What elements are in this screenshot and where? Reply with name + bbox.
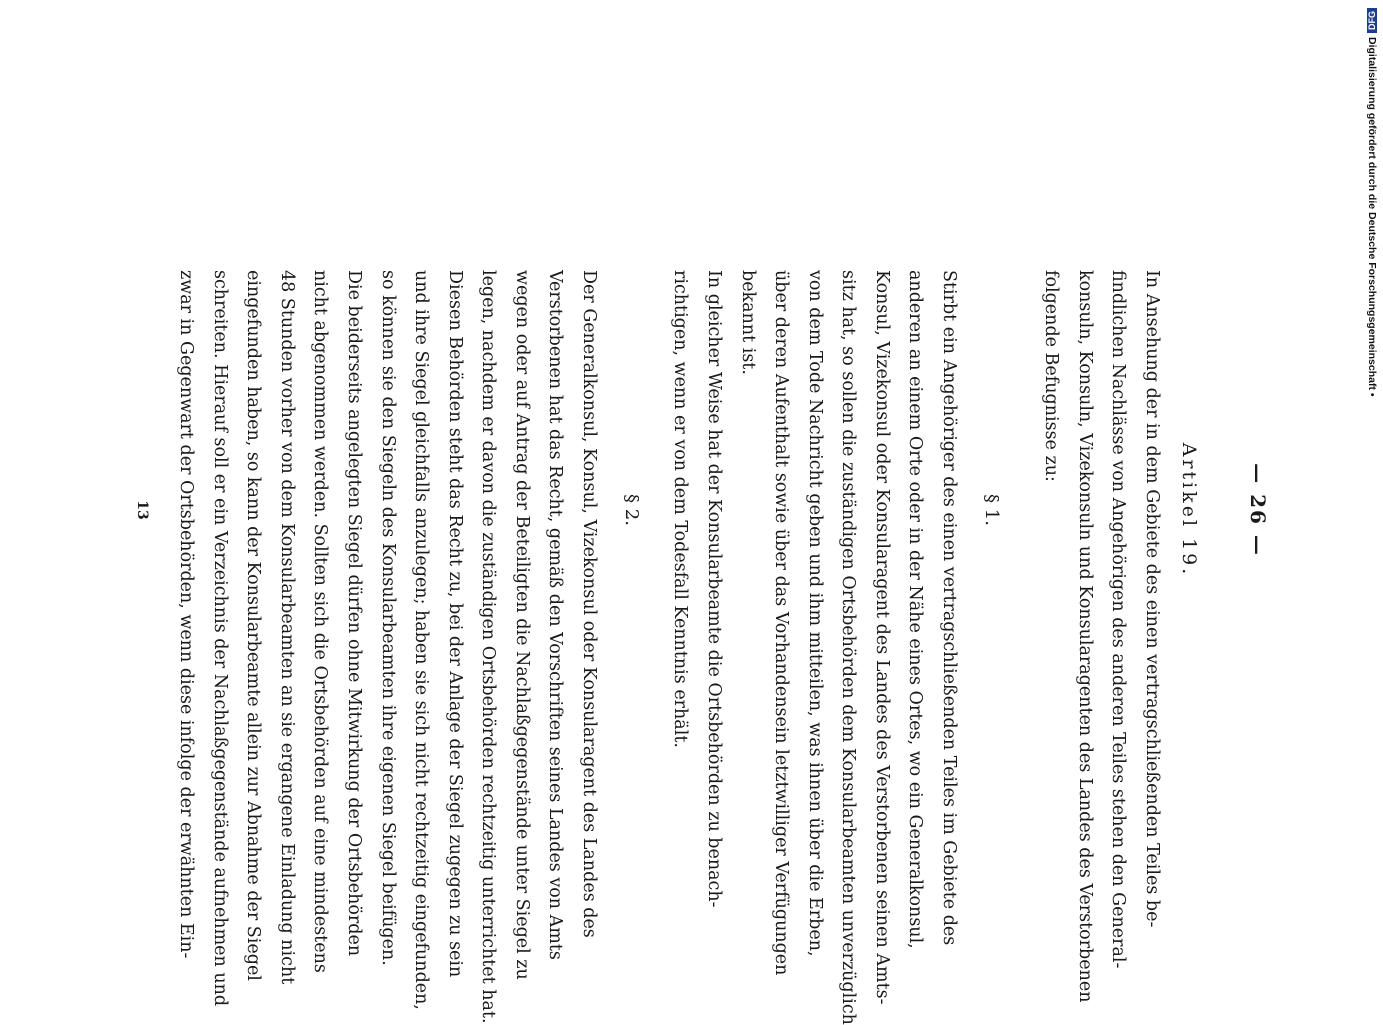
- text-line: zwar in Gegenwart der Ortsbehörden, wenn diese infolge der erwähnten Ein-: [176, 270, 197, 959]
- text-line: In gleicher Weise hat der Konsularbeamte die Ortsbehörden zu benach-: [704, 270, 724, 908]
- section-2-paragraph-2: [169, 270, 370, 1007]
- article-paragraph: [1034, 270, 1168, 1003]
- article-title: Artikel 19.: [1178, 442, 1200, 578]
- rotated-document-page: [110, 130, 1270, 1025]
- text-line: In Ansehung der in dem Gebiete des einen vertragschließenden Teiles be-: [1142, 270, 1162, 928]
- page-number: — 26 —: [1246, 463, 1270, 557]
- section-2-title: § 2.: [621, 494, 642, 526]
- section-1-paragraph-2: [663, 270, 730, 908]
- section-2-paragraph-1: [371, 270, 606, 1024]
- text-line: über deren Aufenthalt sowie über das Vorhandensein letztwilliger Verfügungen: [771, 270, 792, 976]
- text-line: nicht abgenommen werden. Sollten sich die Ortsbehörden auf eine mindestens: [310, 270, 331, 973]
- text-line: folgende Befugnisse zu:: [1041, 270, 1062, 482]
- dfg-stamp-text: Digitalisierung gefördert durch die Deutsche Forschungsgemeinschaft •: [1366, 37, 1378, 397]
- text-line: so können sie den Siegeln des Konsularbeamten ihre eigenen Siegel beifügen.: [378, 270, 398, 966]
- text-line: bekannt ist.: [738, 270, 758, 375]
- text-line: anderen an einem Orte oder in der Nähe eines Ortes, wo ein Generalkonsul,: [905, 270, 926, 949]
- section-1-title: § 1.: [981, 494, 1002, 526]
- text-line: sitz hat, so sollen die zuständigen Ortsbehörden dem Konsularbeamten unverzüglich: [838, 270, 859, 1025]
- dfg-stamp: [1360, 8, 1378, 397]
- text-line: konsuln, Konsuln, Vizekonsuln und Konsularagenten des Landes des Verstorbenen: [1075, 270, 1095, 1003]
- text-line: 48 Stunden vorher von dem Konsularbeamten an sie ergangene Einladung nicht: [277, 270, 297, 985]
- text-line: wegen oder auf Antrag der Beteiligten die Nachlaßgegenstände unter Siegel zu: [512, 270, 532, 980]
- text-line: Die beiderseits angelegten Siegel dürfen ohne Mitwirkung der Ortsbehörden: [344, 270, 364, 957]
- text-line: findlichen Nachlässe von Angehörigen des anderen Teiles stehen den General-: [1108, 270, 1129, 969]
- section-1-paragraph-1: [731, 270, 966, 1025]
- text-line: Verstorbenen hat das Recht, gemäß den Vorschriften seines Landes von Amts: [545, 270, 566, 960]
- text-line: Diesen Behörden steht das Recht zu, bei der Anlage der Siegel zugegen zu sein: [445, 270, 465, 978]
- text-line: von dem Tode Nachricht geben und ihm mitteilen, was ihnen über die Erben,: [805, 270, 825, 957]
- text-line: Konsul, Vizekonsul oder Konsularagent des Landes des Verstorbenen seinen Amts-: [872, 270, 892, 1005]
- text-line: schreiten. Hierauf soll er ein Verzeichnis der Nachlaßgegenstände aufnehmen und: [210, 270, 230, 1007]
- signature-mark: 13: [134, 500, 150, 520]
- text-line: und ihre Siegel gleichfalls anzulegen; haben sie sich nicht rechtzeitig eingefunden,: [411, 270, 432, 1010]
- dfg-logo: DFG: [1367, 8, 1377, 33]
- text-line: Der Generalkonsul, Konsul, Vizekonsul oder Konsularagent des Landes des: [579, 270, 599, 938]
- text-line: eingefunden haben, so kann der Konsularbeamte allein zur Abnahme der Siegel: [243, 270, 264, 981]
- text-line: richtigen, wenn er von dem Todesfall Kenntnis erhält.: [670, 270, 691, 748]
- text-line: Stirbt ein Angehöriger des einen vertragschließenden Teiles im Gebiete des: [939, 270, 959, 946]
- text-line: legen, nachdem er davon die zuständigen Ortsbehörden rechtzeitig unterrichtet hat.: [478, 270, 499, 1024]
